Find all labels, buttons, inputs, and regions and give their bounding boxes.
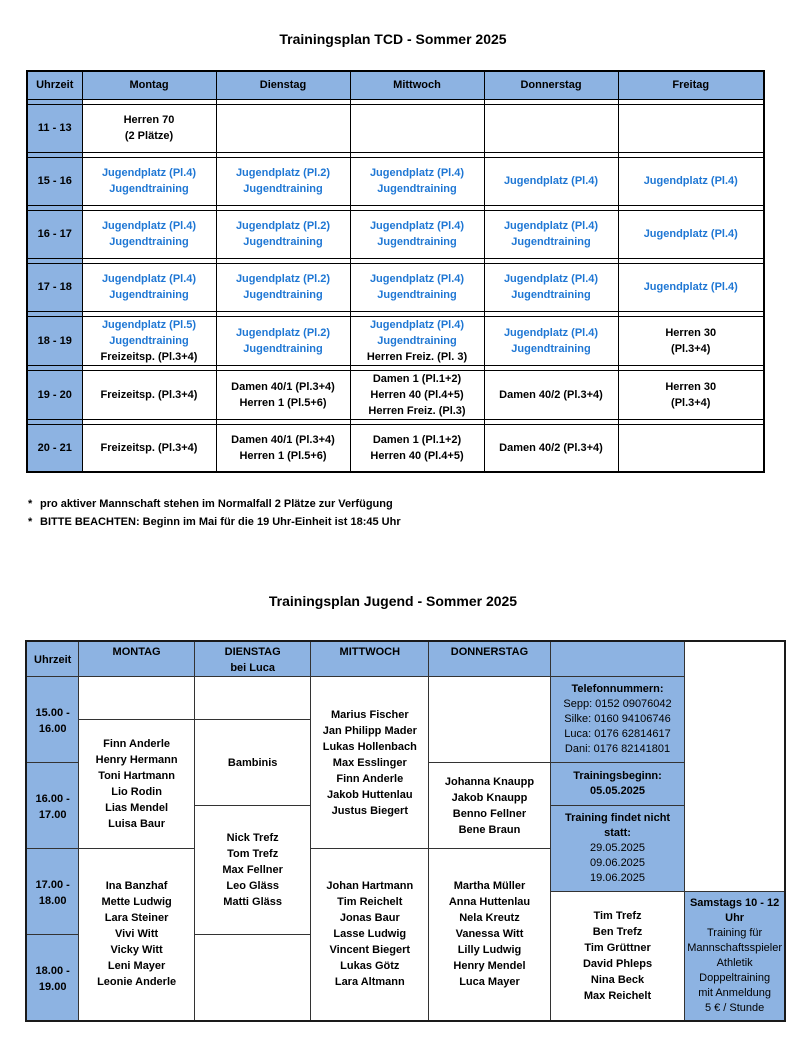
list-item: Doppeltraining <box>699 972 771 984</box>
list-item: Max Reichelt <box>583 990 652 1002</box>
note-1 <box>28 495 401 513</box>
cell-dienstag <box>216 424 350 472</box>
schedule-row <box>27 210 764 258</box>
header-dienstag-label: DIENSTAG <box>224 646 281 658</box>
time-18: 18.00 - 19.00 <box>26 935 79 1021</box>
list-item: Anna Huttenlau <box>448 896 531 909</box>
dienstag-bambinis <box>194 720 311 806</box>
header-uhrzeit: Uhrzeit <box>27 71 82 99</box>
jugend-schedule-table <box>25 640 786 1022</box>
tcd-schedule-table <box>26 70 765 473</box>
cell-line: Jugendplatz (Pl.4) <box>503 326 599 339</box>
cell-line: Jugendplatz (Pl.4) <box>503 220 599 232</box>
header-dienstag: Dienstag <box>216 71 350 99</box>
cell-line: Jugendplatz (Pl.4) <box>369 318 465 331</box>
cell-line: Jugendtraining <box>377 183 457 195</box>
cell-line: Jugendtraining <box>243 183 323 195</box>
donnerstag-group1 <box>429 763 551 849</box>
time-16: 16.00 - 17.00 <box>26 763 79 849</box>
info-phones <box>550 677 684 763</box>
time-cell: 19 - 20 <box>27 370 82 419</box>
cell-line: (2 Plätze) <box>124 130 174 142</box>
cell-donnerstag <box>484 104 618 152</box>
cell-mittwoch <box>350 370 484 419</box>
cancel-title: Training findet nicht statt: <box>564 812 671 839</box>
time-cell: 20 - 21 <box>27 424 82 472</box>
cell-line: Jugendplatz (Pl.5) <box>101 318 197 331</box>
cell-line: Jugendplatz (Pl.4) <box>101 167 197 179</box>
cell-line: Jugendplatz (Pl.2) <box>235 167 331 179</box>
cell-line: Jugendtraining <box>377 289 457 301</box>
header-donnerstag: DONNERSTAG <box>429 641 551 677</box>
time-cell: 15 - 16 <box>27 157 82 205</box>
cell-line: Jugendplatz (Pl.2) <box>235 273 331 285</box>
list-item: Jakob Knaupp <box>451 791 528 804</box>
header-uhrzeit: Uhrzeit <box>26 641 79 677</box>
dienstag-empty <box>194 677 311 720</box>
cell-line: Freizeitsp. (Pl.3+4) <box>100 350 198 363</box>
list-item: Jakob Huttenlau <box>327 788 413 801</box>
list-item: Tom Trefz <box>227 848 279 860</box>
cell-freitag <box>618 316 764 365</box>
list-item: Jan Philipp Mader <box>322 724 417 737</box>
phones-title: Telefonnummern: <box>571 683 664 695</box>
header-montag: MONTAG <box>79 641 195 677</box>
cell-mittwoch <box>350 210 484 258</box>
schedule-row <box>27 424 764 472</box>
cell-line: Jugendtraining <box>511 236 591 248</box>
cell-montag <box>82 424 216 472</box>
time-cell: 17 - 18 <box>27 263 82 311</box>
cell-line: Damen 1 (Pl.1+2) <box>372 372 462 385</box>
notes <box>28 495 401 531</box>
list-item: Lukas Hollenbach <box>322 740 417 753</box>
list-item: Leonie Anderle <box>97 976 177 989</box>
list-item: Mannschaftsspieler <box>687 942 782 954</box>
cell-line: Jugendplatz (Pl.4) <box>503 175 599 187</box>
list-item: Training für <box>706 927 763 939</box>
list-item: Lara Steiner <box>104 912 169 925</box>
list-item: 29.05.2025 <box>589 842 646 854</box>
cell-mittwoch <box>350 316 484 365</box>
cell-freitag <box>618 263 764 311</box>
cell-line: Herren 30 <box>665 326 717 339</box>
list-item: 5 € / Stunde <box>704 1002 765 1014</box>
list-item: Johanna Knaupp <box>444 775 535 788</box>
cell-line: Freizeitsp. (Pl.3+4) <box>100 441 198 454</box>
cell-line: Jugendplatz (Pl.2) <box>235 220 331 232</box>
cell-line: Jugendplatz (Pl.4) <box>369 167 465 179</box>
cell-line: Jugendplatz (Pl.4) <box>643 281 738 293</box>
cell-line: Herren Freiz. (Pl.3) <box>368 404 466 417</box>
cell-line: Herren 30 <box>665 380 717 393</box>
list-item: Lukas Götz <box>340 960 400 973</box>
list-item: Mette Ludwig <box>101 896 172 909</box>
list-item: Ben Trefz <box>592 926 643 938</box>
saturday-lines <box>687 926 782 1016</box>
mittwoch-group2 <box>311 849 429 1021</box>
list-item: Lias Mendel <box>105 802 169 814</box>
list-item: mit Anmeldung <box>698 987 771 999</box>
list-item: Silke: 0160 94106746 <box>564 713 671 725</box>
cell-line: Damen 1 (Pl.1+2) <box>372 433 462 446</box>
cell-mittwoch <box>350 104 484 152</box>
list-item: Benno Fellner <box>452 807 527 820</box>
cell-donnerstag <box>484 316 618 365</box>
header-mittwoch: MITTWOCH <box>311 641 429 677</box>
cell-montag <box>82 316 216 365</box>
cell-line: Jugendtraining <box>243 342 323 355</box>
cell-line: (Pl.3+4) <box>671 396 711 409</box>
dienstag-group3 <box>550 892 684 1021</box>
cell-line: Jugendtraining <box>511 289 591 301</box>
note-text: pro aktiver Mannschaft stehen im Normalfall 2 Plätze zur Verfügung <box>40 498 393 510</box>
cell-line: Herren Freiz. (Pl. 3) <box>366 350 468 363</box>
list-item: Finn Anderle <box>336 772 404 785</box>
cell-line: Damen 40/2 (Pl.3+4) <box>499 441 603 454</box>
cancel-dates <box>553 841 682 886</box>
time-17: 17.00 - 18.00 <box>26 849 79 935</box>
list-item: Sepp: 0152 09076042 <box>563 698 672 710</box>
cell-line: (Pl.3+4) <box>671 342 711 355</box>
cell-line: Jugendtraining <box>109 236 189 248</box>
list-item: Leni Mayer <box>107 960 166 973</box>
cell-line: Herren 40 (Pl.4+5) <box>370 449 464 462</box>
list-item: Justus Biegert <box>331 804 408 817</box>
list-item: Nela Kreutz <box>459 912 520 925</box>
header-dienstag-sub: bei Luca <box>230 662 275 674</box>
cell-dienstag <box>216 210 350 258</box>
list-item: Ina Banzhaf <box>105 880 168 893</box>
cell-line: Jugendtraining <box>243 236 323 248</box>
cell-line: Jugendplatz (Pl.4) <box>503 273 599 285</box>
cell-freitag <box>618 157 764 205</box>
list-item: Max Esslinger <box>332 756 407 769</box>
cell-line: Freizeitsp. (Pl.3+4) <box>100 388 198 401</box>
list-item: Lasse Ludwig <box>333 928 407 941</box>
header-mittwoch: Mittwoch <box>350 71 484 99</box>
info-cancel <box>550 806 684 892</box>
info-saturday <box>685 892 785 1021</box>
list-item: Dani: 0176 82141801 <box>564 743 671 755</box>
header-donnerstag: Donnerstag <box>484 71 618 99</box>
list-item: Henry Hermann <box>95 754 178 766</box>
note-marker: * <box>28 516 33 528</box>
cell-donnerstag <box>484 157 618 205</box>
saturday-title: Samstags 10 - 12 Uhr <box>689 897 780 924</box>
cell-line: Jugendtraining <box>109 183 189 195</box>
cell-line: Damen 40/1 (Pl.3+4) <box>231 380 335 393</box>
cell-donnerstag <box>484 424 618 472</box>
list-item: David Phleps <box>582 958 653 970</box>
cell-dienstag <box>216 104 350 152</box>
list-item: Luca Mayer <box>459 976 520 989</box>
list-item: Bambinis <box>227 756 278 769</box>
time-15: 15.00 - 16.00 <box>26 677 79 763</box>
cell-mittwoch <box>350 424 484 472</box>
cell-line: Herren 1 (Pl.5+6) <box>239 396 327 409</box>
cell-line: Jugendtraining <box>109 334 189 347</box>
time-cell: 11 - 13 <box>27 104 82 152</box>
list-item: 19.06.2025 <box>589 872 646 884</box>
cell-donnerstag <box>484 370 618 419</box>
montag-group1 <box>79 720 195 849</box>
cell-dienstag <box>216 370 350 419</box>
list-item: Nick Trefz <box>226 832 279 844</box>
list-item: Marius Fischer <box>330 708 409 721</box>
header-dienstag <box>194 641 311 677</box>
cell-line: Jugendtraining <box>377 334 457 347</box>
cell-line: Jugendtraining <box>243 289 323 301</box>
cell-line: Jugendtraining <box>511 342 591 355</box>
start-date: 05.05.2025 <box>589 785 646 797</box>
schedule-row <box>27 263 764 311</box>
cell-line: Jugendplatz (Pl.4) <box>643 175 738 187</box>
cell-line: Jugendtraining <box>377 236 457 248</box>
table2-title: Trainingsplan Jugend - Sommer 2025 <box>268 593 518 609</box>
dienstag-group2 <box>194 806 311 935</box>
list-item: Luca: 0176 62814617 <box>564 728 671 740</box>
list-item: Lio Rodin <box>111 786 162 798</box>
time-cell: 18 - 19 <box>27 316 82 365</box>
cell-freitag <box>618 370 764 419</box>
donnerstag-empty <box>429 677 551 763</box>
cell-dienstag <box>216 263 350 311</box>
list-item: Vicky Witt <box>110 944 163 957</box>
cell-line: Jugendplatz (Pl.4) <box>369 220 465 232</box>
schedule-row <box>27 316 764 365</box>
list-item: Tim Trefz <box>593 910 642 922</box>
phones-list <box>553 697 682 757</box>
note-text: BITTE BEACHTEN: Beginn im Mai für die 19 Uhr-Einheit ist 18:45 Uhr <box>40 516 401 528</box>
cell-line: Jugendplatz (Pl.2) <box>235 326 331 339</box>
list-item: Toni Hartmann <box>98 770 175 782</box>
start-title: Trainingsbeginn: <box>573 770 662 782</box>
list-item: Athletik <box>716 957 753 969</box>
cell-line: Jugendplatz (Pl.4) <box>101 273 197 285</box>
schedule-row <box>27 370 764 419</box>
cell-line: Herren 1 (Pl.5+6) <box>239 449 327 462</box>
list-item: Matti Gläss <box>223 896 282 908</box>
donnerstag-group2 <box>429 849 551 1021</box>
cell-dienstag <box>216 316 350 365</box>
list-item: Lilly Ludwig <box>457 944 522 957</box>
list-item: Tim Reichelt <box>337 896 403 909</box>
cell-line: Damen 40/2 (Pl.3+4) <box>499 388 603 401</box>
montag-empty <box>79 677 195 720</box>
note-marker: * <box>28 498 33 510</box>
cell-montag <box>82 157 216 205</box>
cell-freitag <box>618 104 764 152</box>
cell-line: Herren 70 <box>123 114 175 126</box>
cell-montag <box>82 263 216 311</box>
time-cell: 16 - 17 <box>27 210 82 258</box>
cell-mittwoch <box>350 263 484 311</box>
list-item: Vivi Witt <box>115 928 159 941</box>
info-start <box>550 763 684 806</box>
cell-line: Jugendplatz (Pl.4) <box>369 273 465 285</box>
list-item: Lara Altmann <box>334 976 405 989</box>
mittwoch-group1 <box>311 677 429 849</box>
cell-donnerstag <box>484 210 618 258</box>
schedule-row <box>27 104 764 152</box>
cell-line: Jugendtraining <box>109 289 189 301</box>
list-item: Luisa Baur <box>108 818 166 830</box>
cell-line: Damen 40/1 (Pl.3+4) <box>231 433 335 446</box>
cell-dienstag <box>216 157 350 205</box>
header-montag: Montag <box>82 71 216 99</box>
cell-mittwoch <box>350 157 484 205</box>
list-item: Vincent Biegert <box>329 944 411 957</box>
cell-donnerstag <box>484 263 618 311</box>
list-item: Johan Hartmann <box>326 880 414 893</box>
cell-montag <box>82 210 216 258</box>
list-item: Henry Mendel <box>453 960 526 973</box>
list-item: Jonas Baur <box>339 912 400 925</box>
header-freitag: Freitag <box>618 71 764 99</box>
list-item: Max Fellner <box>222 864 283 876</box>
list-item: Tim Grüttner <box>584 942 651 954</box>
cell-montag <box>82 104 216 152</box>
list-item: Nina Beck <box>590 974 645 986</box>
list-item: Finn Anderle <box>103 738 170 750</box>
list-item: Martha Müller <box>453 880 526 893</box>
montag-group2 <box>79 849 195 1021</box>
cell-freitag <box>618 424 764 472</box>
list-item: 09.06.2025 <box>589 857 646 869</box>
note-2 <box>28 513 401 531</box>
table1-title: Trainingsplan TCD - Sommer 2025 <box>279 31 507 47</box>
cell-freitag <box>618 210 764 258</box>
list-item: Leo Gläss <box>226 880 279 892</box>
cell-montag <box>82 370 216 419</box>
cell-line: Jugendplatz (Pl.4) <box>101 220 197 232</box>
cell-line: Herren 40 (Pl.4+5) <box>370 388 464 401</box>
header-info <box>550 641 684 677</box>
list-item: Bene Braun <box>458 823 521 836</box>
cell-line: Jugendplatz (Pl.4) <box>643 228 738 240</box>
schedule-row <box>27 157 764 205</box>
list-item: Vanessa Witt <box>455 928 524 941</box>
